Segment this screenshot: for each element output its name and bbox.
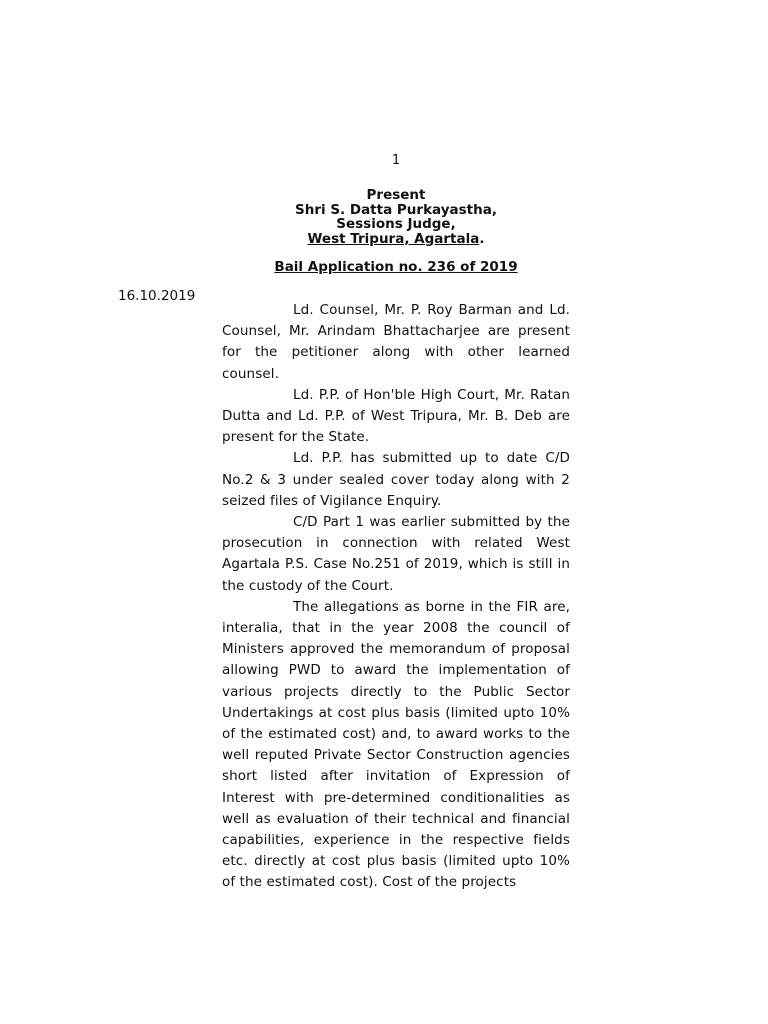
order-body <box>222 300 570 894</box>
judge-name: Shri S. Datta Purkayastha, <box>295 201 497 218</box>
court-place: West Tripura, Agartala <box>307 230 480 247</box>
order-date: 16.10.2019 <box>118 288 196 304</box>
judge-designation: Sessions Judge, <box>336 216 456 232</box>
paragraph: Ld. P.P. has submitted up to date C/D No.2 & 3 under sealed cover today along with 2 seized files of Vigilance Enquiry. <box>222 450 570 509</box>
paragraph: Ld. Counsel, Mr. P. Roy Barman and Ld. Counsel, Mr. Arindam Bhattacharjee are present for the petitioner along with other learned counsel. <box>222 302 570 382</box>
present-label: Present <box>366 187 426 203</box>
page-number: 1 <box>391 153 401 168</box>
paragraph: C/D Part 1 was earlier submitted by the prosecution in connection with related West Agartala P.S. Case No.251 of 2019, which is still in the custody of the Court. <box>222 514 570 594</box>
court-place-line <box>0 232 768 247</box>
case-title: Bail Application no. 236 of 2019 <box>274 259 518 275</box>
document-heading <box>0 188 768 246</box>
court-place-suffix: . <box>479 230 485 247</box>
paragraph: Ld. P.P. of Hon'ble High Court, Mr. Ratan Dutta and Ld. P.P. of West Tripura, Mr. B. Deb are present for the State. <box>222 386 570 446</box>
paragraph: The allegations as borne in the FIR are, interalia, that in the year 2008 the council of Ministers approved the memorandum of proposal allowing PWD to award the implementation of various projects directly to the Public Sector Undertakings at cost plus basis (limited upto 10% of the estimated cost) and, to award works to the well reputed Private Sector Construction agencies short listed after invitation of Expression of Interest with pre-determined conditionalities as well as evaluation of their technical and financial capabilities, experience in the respective fields etc. directly at cost plus basis (limited upto 10% of the estimated cost). Cost of the projects <box>222 598 570 891</box>
